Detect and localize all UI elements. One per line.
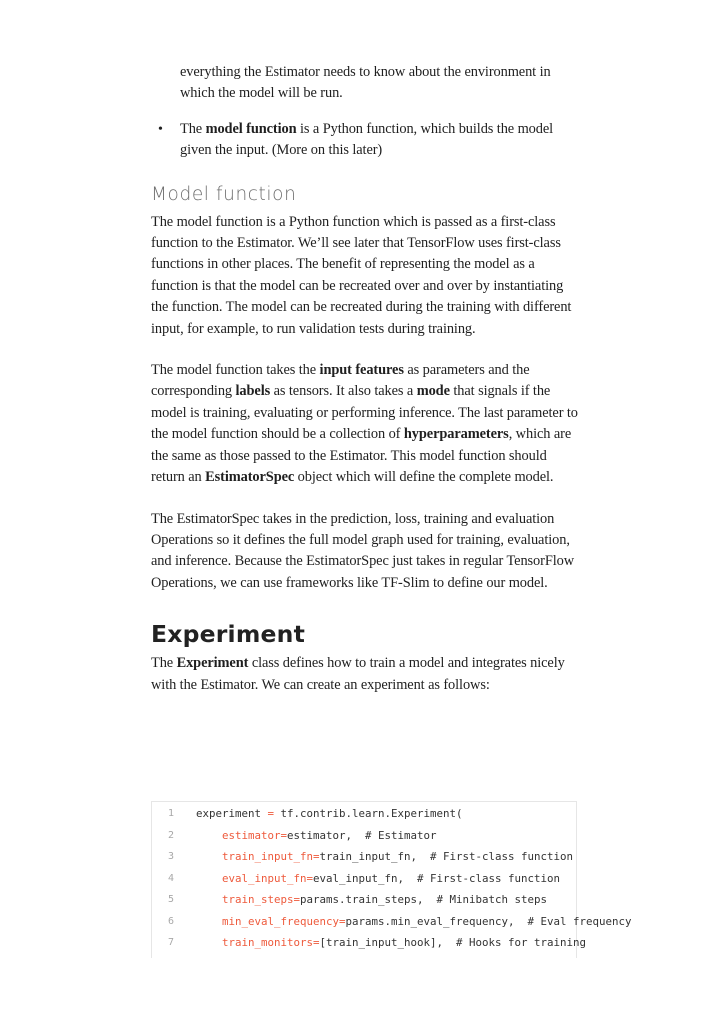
heading-experiment: Experiment — [151, 620, 306, 649]
code-text: min_eval_frequency=params.min_eval_frequency, # Eval frequency — [222, 914, 632, 928]
code-text: train_monitors=[train_input_hook], # Hooks for training — [222, 936, 587, 949]
heading-model-function: Model function — [151, 183, 297, 205]
code-line — [152, 825, 576, 847]
code-line — [152, 932, 587, 954]
line-number: 2 — [167, 829, 175, 841]
intro-paragraph-tail: everything the Estimator needs to know about the environment in which the model will be run. — [180, 64, 551, 102]
line-number: 4 — [167, 872, 175, 884]
code-line — [152, 846, 576, 868]
paragraph: The Experiment class defines how to train a model and integrates nicely with the Estimator. We can create an experiment as follows: — [151, 655, 565, 693]
code-text: experiment = tf.contrib.learn.Experiment( — [196, 807, 463, 820]
line-number: 5 — [167, 894, 175, 905]
line-number: 3 — [167, 851, 175, 862]
code-line — [152, 911, 632, 933]
code-text: eval_input_fn=eval_input_fn, # First-class function — [222, 871, 561, 885]
code-text: train_steps=params.train_steps, # Minibatch steps — [222, 893, 548, 906]
article-body — [151, 62, 581, 696]
line-number: 6 — [167, 915, 175, 927]
code-line — [152, 868, 576, 890]
code-line — [152, 803, 576, 825]
paragraph: The EstimatorSpec takes in the prediction, loss, training and evaluation Operations so it defines the full model graph used for training, evaluation, and inference. Because the EstimatorSpec just takes in regular TensorFlow Operations, we can use frameworks like TF-Slim to define our model. — [151, 510, 575, 591]
paragraph: The model function is a Python function which is passed as a first-class function to the Estimator. We’ll see later that TensorFlow uses first-class functions in other places. The benefit of representing the model as a function is that the model can be recreated over and over by instantiating the function. The model can be recreated during the training with different input, for example, to run validation tests during training. — [151, 213, 572, 337]
bullet-icon: • — [158, 121, 163, 137]
line-number: 7 — [167, 937, 175, 948]
code-text: estimator=estimator, # Estimator — [222, 828, 437, 842]
list-item: • The model function is a Python function, which builds the model given the input. (More on this later) — [158, 120, 554, 159]
paragraph: The model function takes the input features as parameters and the corresponding labels as tensors. It also takes a mode that signals if the model is training, evaluating or performing inference. The last parameter to the model function should be a collection of hyperparameters, which are the same as those passed to the Estimator. This model function should return an EstimatorSpec object which will define the complete model. — [151, 362, 578, 486]
code-line — [152, 889, 576, 911]
line-number: 1 — [167, 808, 175, 819]
code-block[interactable] — [151, 801, 632, 958]
code-text: train_input_fn=train_input_fn, # First-class function — [222, 850, 574, 863]
